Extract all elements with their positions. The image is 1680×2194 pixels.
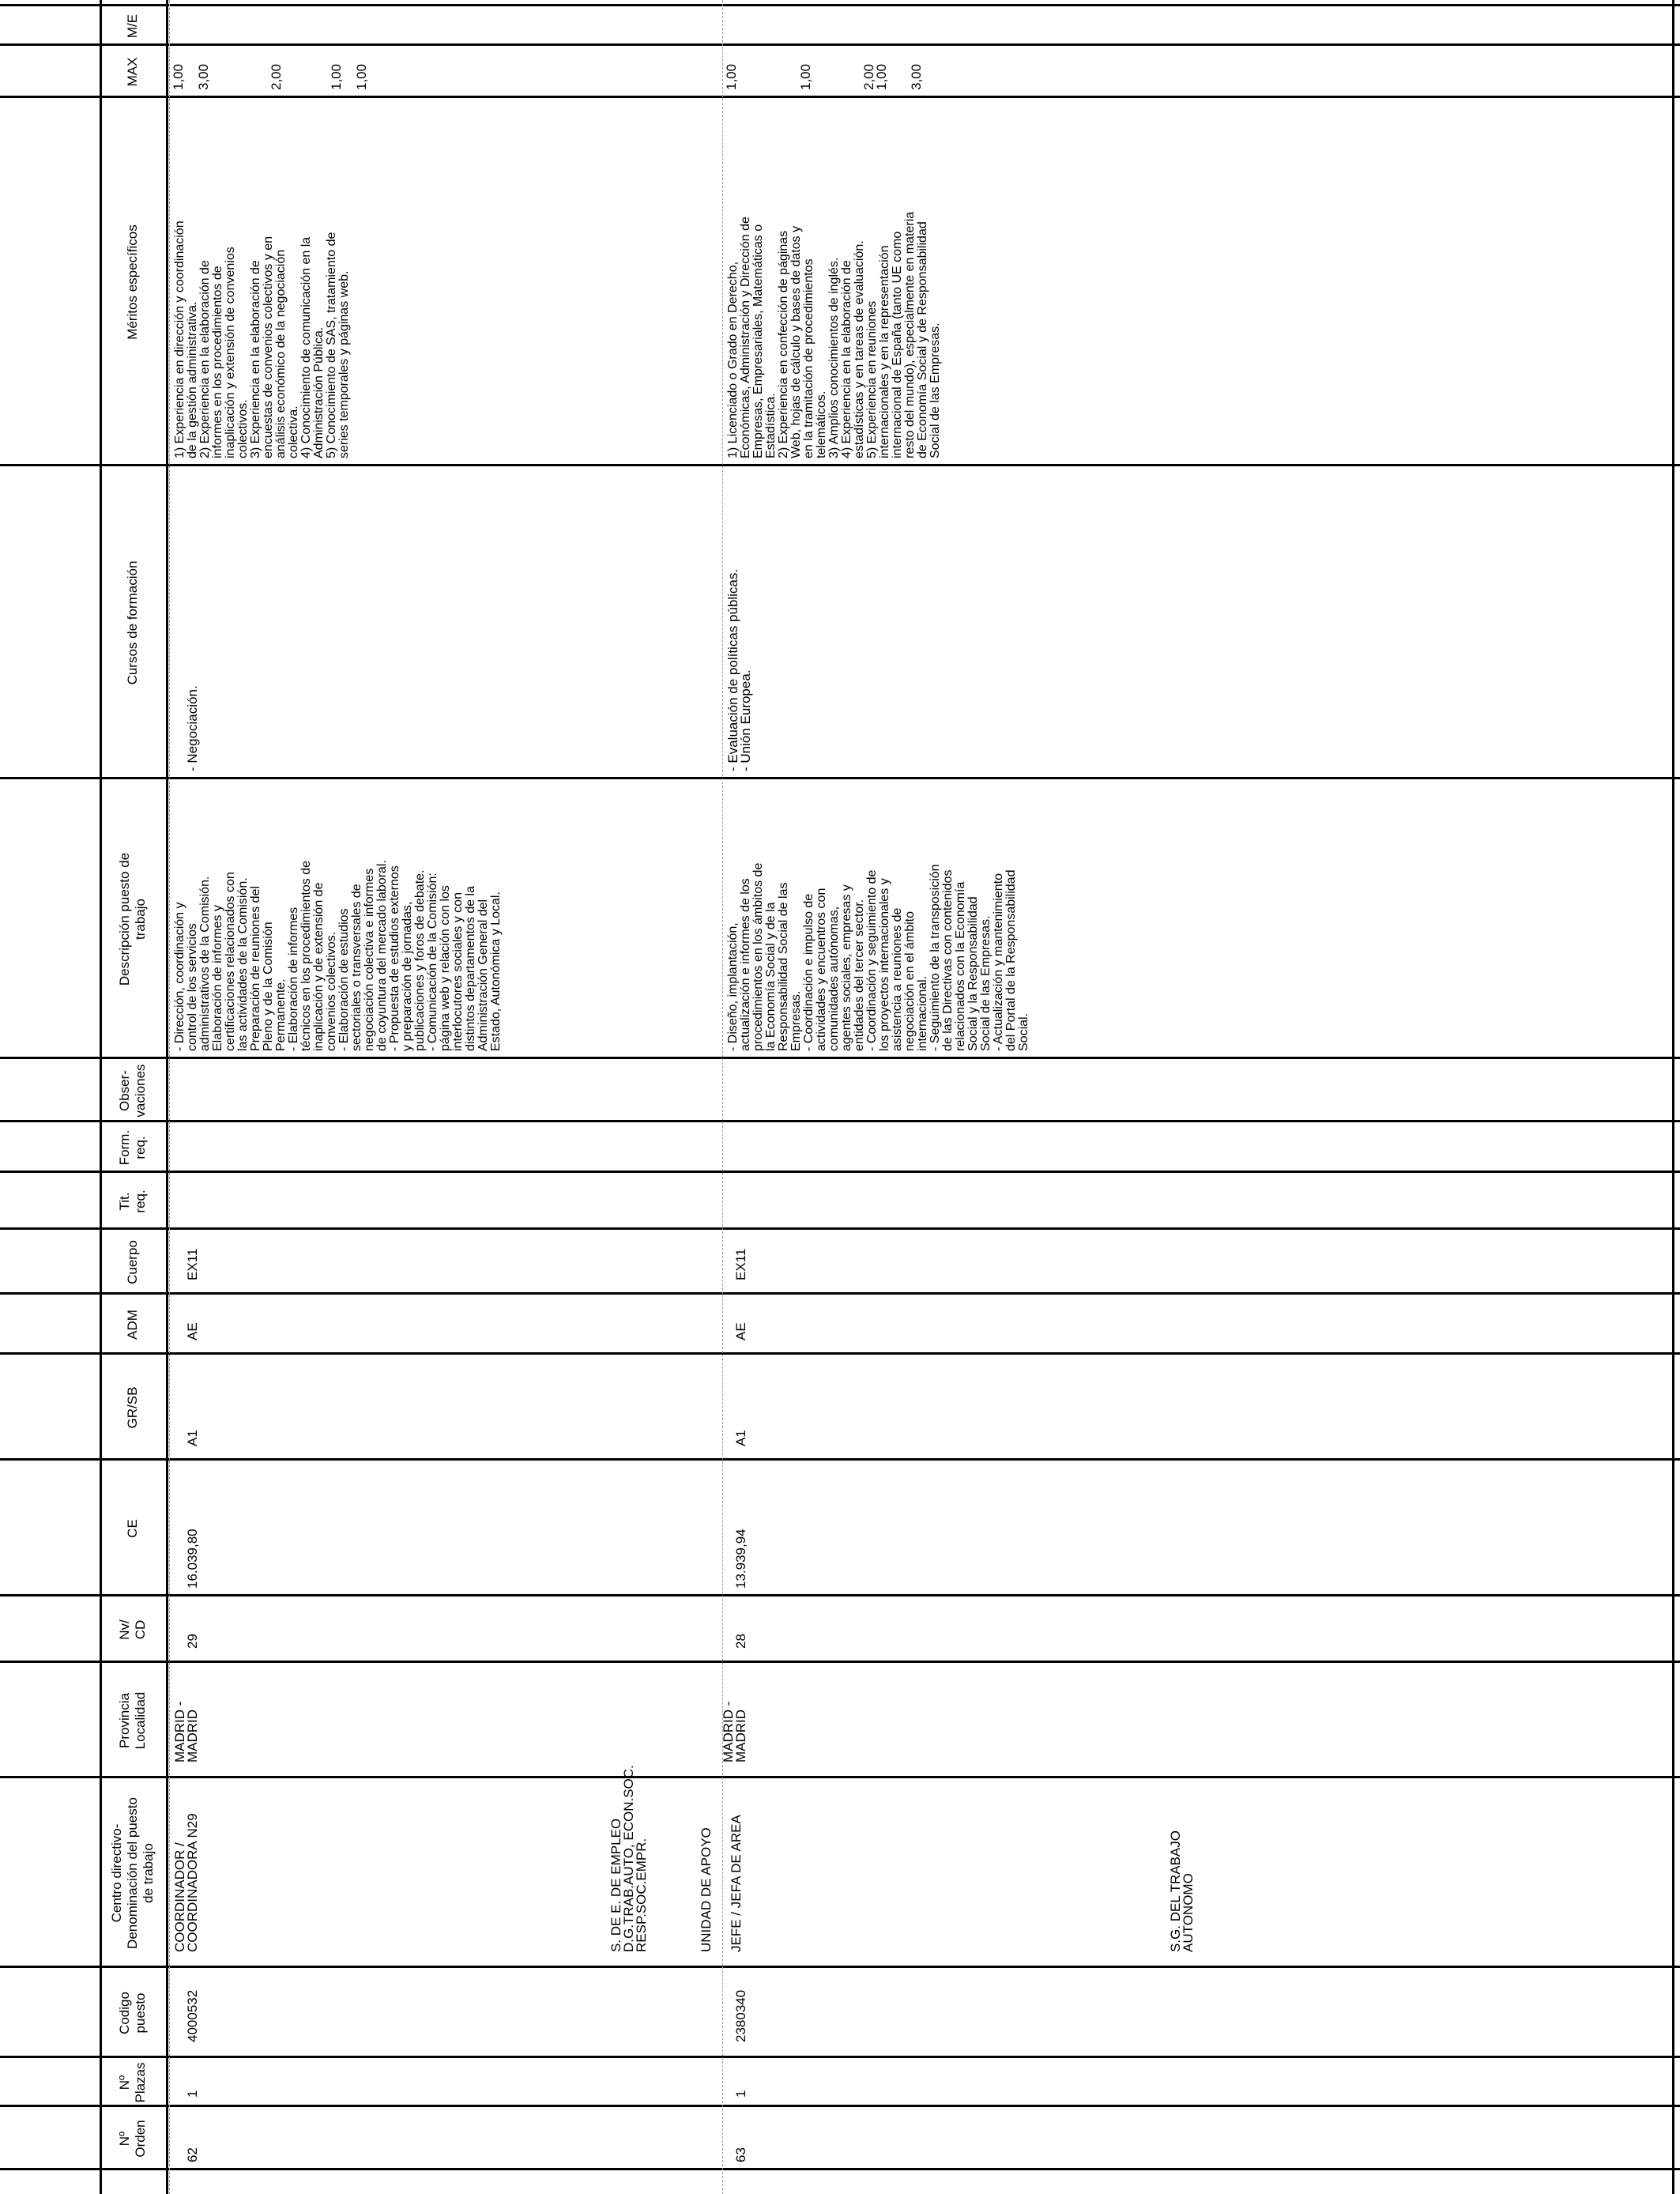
header-nivel: Nv/ CD xyxy=(117,1619,148,1640)
row-63-codigo: 2380340 xyxy=(733,1989,748,2042)
row-63-orden: 63 xyxy=(733,2147,748,2162)
row-63-plazas: 1 xyxy=(733,2090,748,2098)
row-63-max-5: 3,00 xyxy=(909,63,924,90)
header-me: M/E xyxy=(125,13,140,39)
row-63-max-3: 2,00 xyxy=(861,63,876,90)
row-62-cuerpo: EX11 xyxy=(185,1248,200,1280)
col-line xyxy=(0,1661,1680,1663)
row-63-grupo: A1 xyxy=(733,1430,748,1446)
row-62-max-5: 1,00 xyxy=(354,63,369,90)
row-62-nivel: 29 xyxy=(185,1634,200,1649)
col-line xyxy=(0,1171,1680,1173)
row-63-nivel: 28 xyxy=(733,1634,748,1649)
col-line xyxy=(0,1057,1680,1059)
row-63-cursos: - Evaluación de políticas públicas. - Unión Europea. xyxy=(725,568,753,771)
row-63-cuerpo: EX11 xyxy=(733,1248,748,1280)
col-line xyxy=(0,777,1680,779)
header-plazas: Nº Plazas xyxy=(117,2062,148,2103)
col-line xyxy=(0,1776,1680,1778)
row-63-adm: AE xyxy=(733,1322,748,1340)
row-62-max-3: 2,00 xyxy=(269,63,284,90)
row-62-orden: 62 xyxy=(185,2147,200,2162)
header-formacion: Form. req. xyxy=(117,1129,148,1166)
header-orden: Nº Orden xyxy=(117,2120,148,2158)
row-62-provincia: MADRID - MADRID xyxy=(172,1701,200,1762)
row-62-adm: AE xyxy=(185,1322,200,1340)
row-line xyxy=(166,0,168,2194)
row-63-max-4: 1,00 xyxy=(874,63,889,90)
row-62-max-4: 1,00 xyxy=(329,63,344,90)
col-line xyxy=(0,1292,1680,1295)
col-line xyxy=(0,2056,1680,2058)
row-63-ce: 13.939,94 xyxy=(733,1529,748,1589)
header-meritos: Méritos específicos xyxy=(125,224,140,340)
row-separator xyxy=(722,0,723,2194)
col-line xyxy=(0,1352,1680,1355)
row-63-denominacion: JEFE / JEFA DE AREA xyxy=(729,1815,744,1952)
col-line xyxy=(0,1594,1680,1596)
row-62-ce: 16.039,80 xyxy=(185,1529,200,1589)
row-62-cursos: - Negociación. xyxy=(185,685,200,771)
row-63-max-1: 1,00 xyxy=(724,63,739,90)
col-line xyxy=(0,2105,1680,2107)
header-descripcion: Descripción puesto de trabajo xyxy=(117,852,148,986)
col-line xyxy=(0,43,1680,46)
col-line xyxy=(0,1120,1680,1122)
col-line xyxy=(0,464,1680,466)
section-dg-trabajo: S. DE E. DE EMPLEO D.G.TRAB.AUTO, ECON.SOC. RESP.SOC.EMPR. xyxy=(608,1765,649,1952)
header-titulacion: Tit. req. xyxy=(117,1189,148,1213)
row-62-denominacion: COORDINADOR / COORDINADORA N29 xyxy=(172,1813,200,1952)
row-62-plazas: 1 xyxy=(185,2090,200,2098)
row-63-provincia: MADRID - MADRID xyxy=(721,1701,748,1762)
row-63-meritos: 1) Licenciado o Grado en Derecho, Económicas, Administración y Dirección de Empresas, Empresariales, Matemáticas o Estadística. 2) Experiencia en confección de páginas Web, hojas de cálculo y bases de datos y en la tramitación de procedimientos telemáticos. 3) Amplios conocimientos de inglés. 4) Experiencia en la elaboración de estadísticas y en tareas de evaluación. 5) Experiencia en reuniones internacionales y en la representación internacional de España (tanto UE como resto del mundo), especialmente en materia de Economía Social y de Responsabilidad Social de las Empresas. xyxy=(726,211,942,458)
col-line xyxy=(0,1227,1680,1230)
row-62-codigo: 4000532 xyxy=(185,1989,200,2042)
row-62-max-1: 1,00 xyxy=(171,63,186,90)
row-63-descripcion: - Diseño, implantación, actualización e informes de los procedimientos en los ámbitos de la Economía Social y de la Responsabilidad Social de las Empresas. - Coordinación e impulso de actividades y encuentros con comunidades autónomas, agentes sociales, empresas y entidades del tercer sector. - Coordinación y seguimiento de los proyectos internacionales y asistencia a reuniones de negociación en el ámbito internacional. - Seguimiento de la transposición de las Directivas con contenidos relacionados con la Economía Social y la Responsabilidad Social de las Empresas. - Actualización y mantenimiento del Portal de la Responsabilidad Social. xyxy=(726,862,1030,1051)
header-provincia: Provincia Localidad xyxy=(117,1691,148,1750)
header-ce: CE xyxy=(125,1519,140,1538)
col-line xyxy=(0,1458,1680,1461)
row-62-meritos: 1) Experiencia en dirección y coordinación de la gestión administrativa. 2) Experiencia en la elaboración de informes en los procedimientos de inaplicación y extensión de convenios colectivos. 3) Experiencia en la elaboración de encuestas de convenios colectivos y en análisis económico de la negociación colectiva. 4) Conocimiento de comunicación en la Administración Pública. 5) Conocimiento de SAS, tratamiento de series temporales y páginas web. xyxy=(173,221,351,458)
header-max: MAX xyxy=(125,57,140,87)
header-centro: Centro directivo- Denominación del puesto de trabajo xyxy=(109,1797,156,1949)
row-62-grupo: A1 xyxy=(185,1430,200,1446)
section-sg-trabajo-autonomo: S.G. DEL TRABAJO AUTONOMO xyxy=(1168,1830,1196,1952)
section-unidad-apoyo: UNIDAD DE APOYO xyxy=(699,1827,714,1952)
row-62-max-2: 3,00 xyxy=(196,63,211,90)
col-line xyxy=(0,2168,1680,2170)
header-grupo: GR/SB xyxy=(125,1386,140,1429)
row-separator xyxy=(169,0,170,2194)
header-adm: ADM xyxy=(125,1310,140,1340)
row-line xyxy=(1672,0,1674,2194)
col-line xyxy=(0,4,1680,6)
row-63-max-2: 1,00 xyxy=(798,63,813,90)
header-cuerpo: Cuerpo xyxy=(125,1240,140,1284)
row-62-descripcion: - Dirección, coordinación y control de los servicios administrativos de la Comisión. Elaboración de informes y certificaciones relacionados con las actividades de la Comisión. Preparación de reuniones del Pleno y de la Comisión Permanente. - Elaboración de informes técnicos en los procedimientos de inaplicación y de extensión de convenios colectivos. - Elaboración de estudios sectoriales o transversales de negociación colectiva e informes de coyuntura del mercado laboral. - Propuesta de estudios externos y preparación de jornadas, publicaciones y foros de debate. - Comunicación de la Comisión: página web y relación con los interlocutores sociales y con distintos departamentos de la Administración General del Estado, Autonómica y Local. xyxy=(173,860,503,1051)
header-cursos: Cursos de formación xyxy=(125,560,140,685)
col-line xyxy=(0,1966,1680,1968)
col-line xyxy=(0,96,1680,98)
header-observaciones: Obser- vaciones xyxy=(117,1064,148,1118)
header-codigo: Codigo puesto xyxy=(117,1992,148,2034)
